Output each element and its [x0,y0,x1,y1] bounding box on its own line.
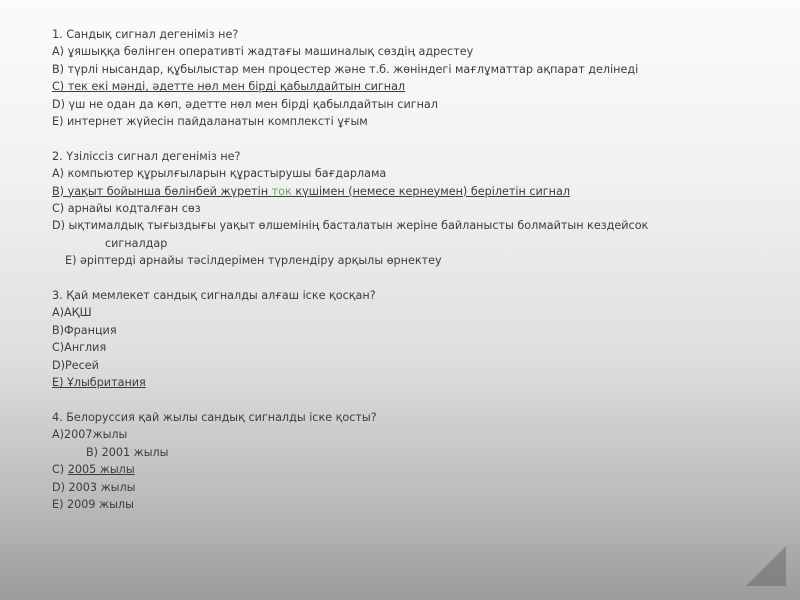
answer-d: D) ықтималдық тығыздығы уақыт өлшемінің басталатын жеріне байланысты болмайтын кездейсок [52,219,649,233]
answer-c [52,461,772,478]
question-1 [52,26,772,130]
answer-d: D)Ресей [52,358,99,372]
corner-decoration [746,546,786,586]
quiz-content [52,26,772,531]
answer-c-correct: С) тек екі мәнді, әдетте нөл мен бірді қабылдайтын сигнал [52,80,406,94]
answer-c: С) арнайы кодталған сөз [52,202,201,216]
answer-c: С)Англия [52,341,107,355]
answer-d-continuation: сигналдар [105,236,168,250]
answer-b: В) 2001 жылы [86,445,169,459]
answer-b-text-1: В) уақыт бойынша бөлінбей жүретін [52,184,272,198]
question-4 [52,409,772,513]
answer-a: А) компьютер құрылғыларын құрастырушы бағдарлама [52,167,387,181]
answer-e: Е) әріптерді арнайы тәсілдерімен түрлендіру арқылы өрнектеу [65,254,442,268]
question-3 [52,287,772,391]
answer-e: Е) интернет жүйесін пайдаланатын комплексті ұғым [52,115,368,129]
question-2 [52,148,772,270]
answer-b-highlight: ток [271,184,292,198]
question-title: 3. Қай мемлекет сандық сигналды алғаш іске қосқан? [52,289,376,303]
answer-a: А)2007жылы [52,428,128,442]
answer-c-label: С) [52,463,68,477]
answer-d: D) 2003 жылы [52,480,136,494]
answer-b-text-2: күшімен (немесе кернеумен) берілетін сигнал [291,184,570,198]
answer-b: В)Франция [52,323,117,337]
answer-c-correct: 2005 жылы [67,463,135,477]
answer-b-correct [52,183,772,200]
answer-e: Е) 2009 жылы [52,497,134,511]
question-title: 4. Белоруссия қай жылы сандық сигналды іске қосты? [52,410,377,424]
answer-b: В) түрлі нысандар, құбылыстар мен процестер және т.б. жөніндегі мағлұматтар ақпарат делінеді [52,62,639,76]
answer-a: А)АҚШ [52,306,92,320]
question-title: 2. Үзіліссіз сигнал дегеніміз не? [52,149,241,163]
question-title: 1. Сандық сигнал дегеніміз не? [52,28,239,41]
answer-d: D) үш не одан да көп, әдетте нөл мен бірді қабылдайтын сигнал [52,97,438,111]
answer-e-correct: Е) Ұлыбритания [52,376,146,390]
answer-a: А) ұяшыққа бөлінген оперативті жадтағы машиналық сөздің адрестеу [52,45,474,59]
